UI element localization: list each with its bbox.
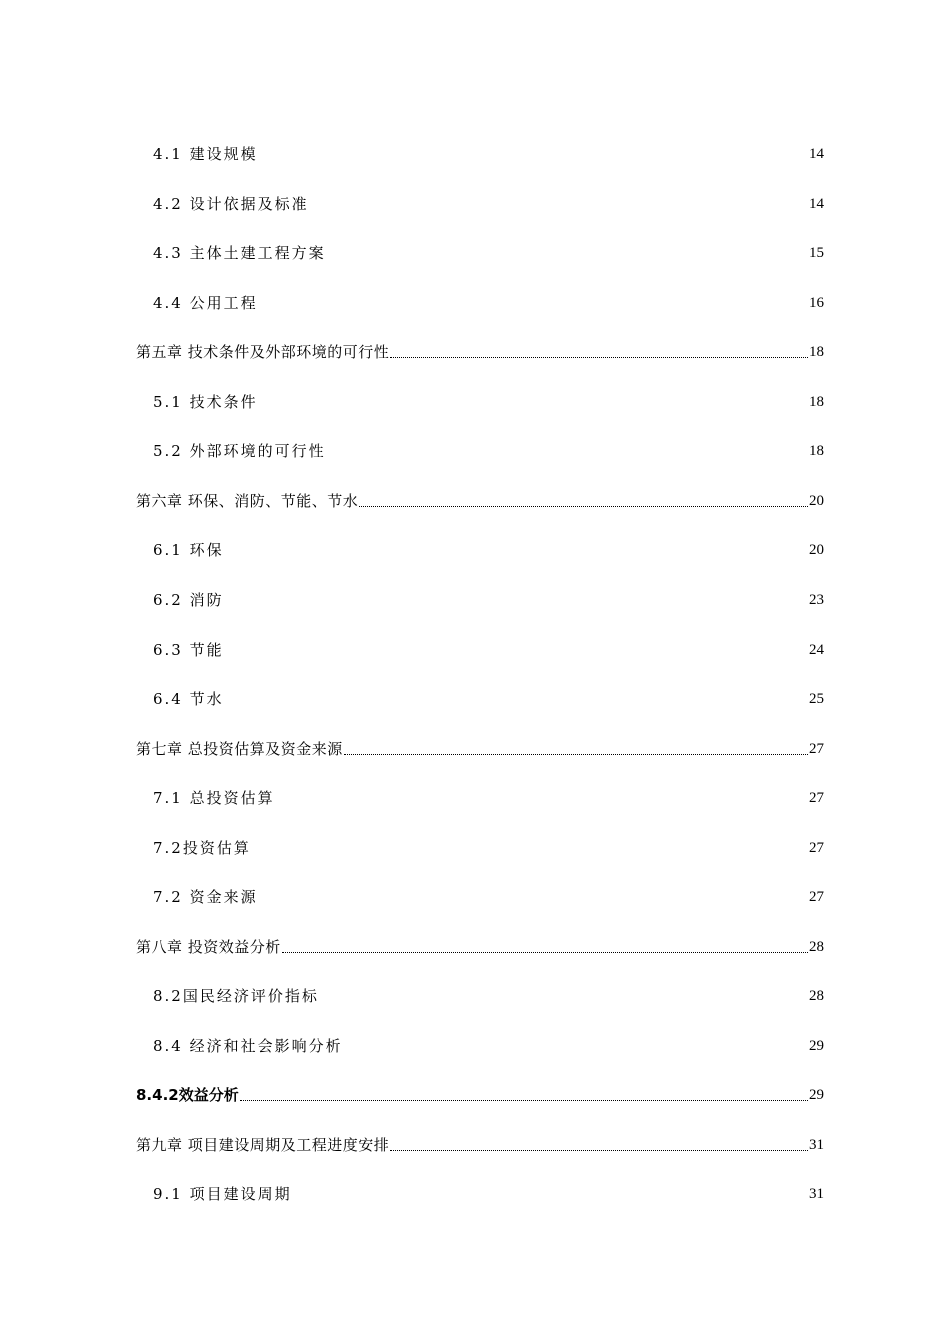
toc-entry-4-1[interactable]	[136, 140, 824, 164]
dot-leader	[390, 357, 808, 358]
toc-entry-page: 27	[809, 790, 824, 806]
toc-entry-label: 8.2国民经济评价指标	[153, 987, 319, 1005]
toc-entry-6-3[interactable]	[136, 636, 824, 660]
toc-entry-6-4[interactable]	[136, 685, 824, 709]
toc-entry-page: 27	[809, 741, 824, 757]
toc-entry-label: 6.2 消防	[153, 591, 224, 609]
toc-entry-page: 23	[809, 592, 824, 608]
toc-entry-page: 28	[809, 988, 824, 1004]
toc-entry-label: 8.4 经济和社会影响分析	[153, 1037, 343, 1055]
dot-leader	[282, 952, 808, 953]
toc-entry-chapter-6[interactable]	[136, 487, 824, 511]
dot-leader	[390, 1150, 808, 1151]
toc-entry-page: 27	[809, 889, 824, 905]
toc-entry-page: 14	[809, 196, 824, 212]
toc-entry-page: 20	[809, 542, 824, 558]
toc-entry-4-4[interactable]	[136, 289, 824, 313]
toc-entry-label: 7.1 总投资估算	[153, 789, 275, 807]
toc-entry-label: 9.1 项目建设周期	[153, 1185, 292, 1203]
toc-entry-page: 16	[809, 295, 824, 311]
toc-entry-chapter-9[interactable]	[136, 1131, 824, 1155]
toc-entry-label: 4.2 设计依据及标准	[153, 195, 309, 213]
toc-entry-page: 15	[809, 245, 824, 261]
toc-entry-7-1[interactable]	[136, 784, 824, 808]
toc-entry-label: 7.2投资估算	[153, 839, 251, 857]
toc-entry-page: 14	[809, 146, 824, 162]
toc-entry-page: 29	[809, 1038, 824, 1054]
toc-entry-page: 28	[809, 939, 824, 955]
toc-entry-4-3[interactable]	[136, 239, 824, 263]
toc-entry-4-2[interactable]	[136, 190, 824, 214]
toc-entry-label: 第七章 总投资估算及资金来源	[136, 740, 343, 758]
toc-entry-label: 6.1 环保	[153, 541, 224, 559]
toc-entry-page: 24	[809, 642, 824, 658]
toc-entry-page: 27	[809, 840, 824, 856]
toc-entry-page: 25	[809, 691, 824, 707]
toc-entry-page: 18	[809, 443, 824, 459]
toc-entry-6-2[interactable]	[136, 586, 824, 610]
toc-entry-page: 18	[809, 344, 824, 360]
toc-entry-7-2-a[interactable]	[136, 834, 824, 858]
toc-entry-label: 第九章 项目建设周期及工程进度安排	[136, 1136, 390, 1154]
toc-entry-chapter-5[interactable]	[136, 338, 824, 362]
toc-entry-5-2[interactable]	[136, 437, 824, 461]
toc-entry-6-1[interactable]	[136, 536, 824, 560]
toc-entry-label: 6.4 节水	[153, 690, 224, 708]
toc-entry-page: 18	[809, 394, 824, 410]
dot-leader	[344, 754, 808, 755]
toc-entry-8-4-2[interactable]	[136, 1081, 824, 1105]
toc-entry-label: 第五章 技术条件及外部环境的可行性	[136, 343, 390, 361]
toc-entry-label: 5.1 技术条件	[153, 393, 258, 411]
toc-entry-page: 31	[809, 1137, 824, 1153]
toc-entry-label: 8.4.2效益分析	[136, 1086, 239, 1104]
toc-entry-8-4[interactable]	[136, 1032, 824, 1056]
toc-entry-chapter-7[interactable]	[136, 735, 824, 759]
toc-entry-9-1[interactable]	[136, 1180, 824, 1204]
toc-entry-label: 6.3 节能	[153, 641, 224, 659]
toc-entry-8-2[interactable]	[136, 982, 824, 1006]
toc-entry-label: 7.2 资金来源	[153, 888, 258, 906]
dot-leader	[359, 506, 808, 507]
toc-entry-label: 第八章 投资效益分析	[136, 938, 281, 956]
toc-entry-page: 29	[809, 1087, 824, 1103]
toc-entry-5-1[interactable]	[136, 388, 824, 412]
toc-entry-chapter-8[interactable]	[136, 933, 824, 957]
dot-leader	[240, 1100, 808, 1101]
toc-entry-label: 4.1 建设规模	[153, 145, 258, 163]
toc-entry-7-2-b[interactable]	[136, 883, 824, 907]
toc-entry-label: 4.4 公用工程	[153, 294, 258, 312]
toc-entry-label: 5.2 外部环境的可行性	[153, 442, 326, 460]
toc-entry-page: 20	[809, 493, 824, 509]
toc-entry-label: 第六章 环保、消防、节能、节水	[136, 492, 359, 510]
toc-entry-label: 4.3 主体土建工程方案	[153, 244, 326, 262]
toc-entry-page: 31	[809, 1186, 824, 1202]
